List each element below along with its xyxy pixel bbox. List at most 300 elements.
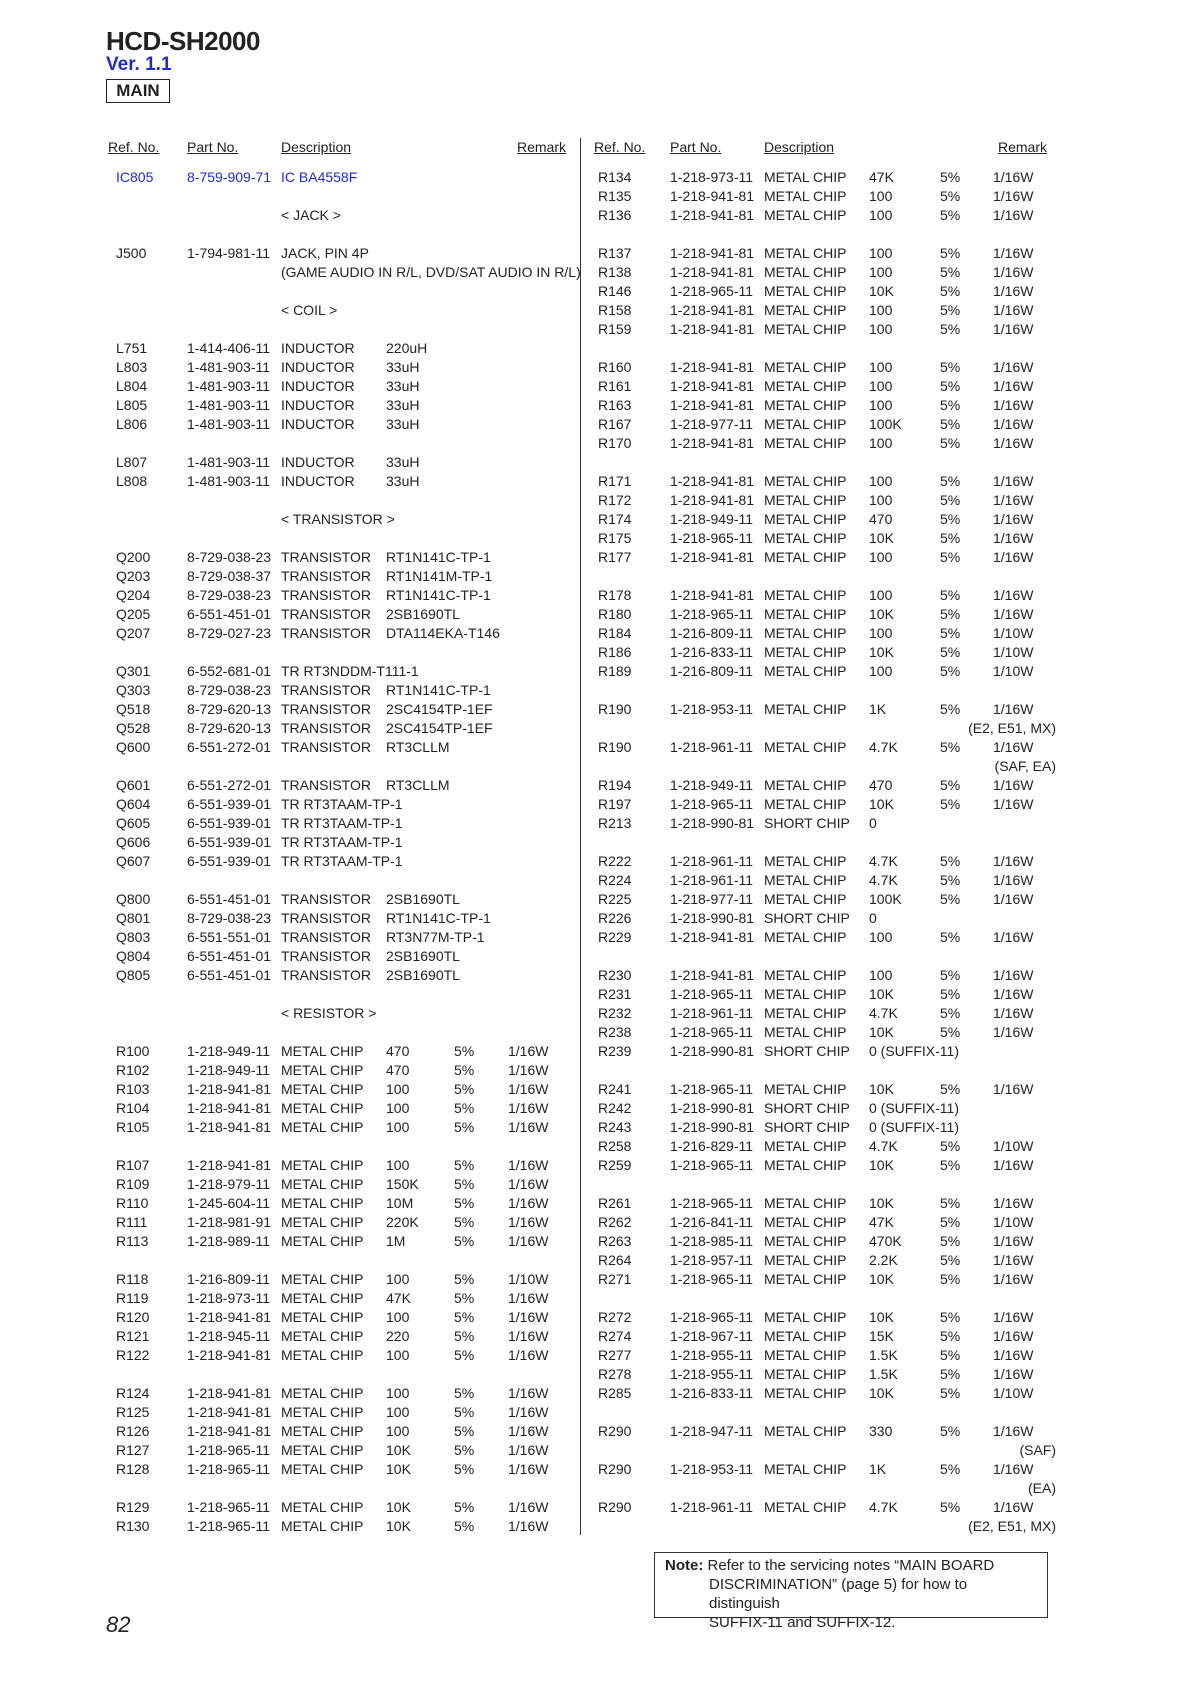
- cell-watt: 1/16W: [508, 1100, 549, 1116]
- table-row: [594, 814, 1064, 833]
- cell-ref: R231: [598, 986, 632, 1002]
- cell-val: RT1N141C-TP-1: [386, 910, 491, 926]
- cell-part: 1-218-965-11: [670, 283, 754, 299]
- cell-desc: METAL CHIP: [281, 1309, 364, 1325]
- table-row: [108, 1232, 578, 1251]
- cell-desc: INDUCTOR: [281, 473, 355, 489]
- cell-val: 470K: [869, 1233, 902, 1249]
- cell-ref: Q601: [116, 777, 151, 793]
- cell-part: 1-218-979-11: [187, 1176, 271, 1192]
- cell-part: 6-551-939-01: [187, 815, 272, 831]
- cell-val: RT1N141C-TP-1: [386, 549, 491, 565]
- cell-val: 100K: [869, 416, 902, 432]
- table-row: [594, 1137, 1064, 1156]
- header-remark: Remark: [998, 139, 1048, 155]
- cell-val: 10K: [869, 1309, 894, 1325]
- cell-desc: METAL CHIP: [764, 1081, 847, 1097]
- cell-part: 1-216-841-11: [670, 1214, 754, 1230]
- cell-tol: 5%: [454, 1100, 475, 1116]
- cell-ref: Q607: [116, 853, 151, 869]
- cell-tol: 5%: [940, 872, 961, 888]
- cell-watt: 1/16W: [993, 1328, 1034, 1344]
- cell-part: 1-218-990-81: [670, 1119, 755, 1135]
- table-row: [594, 548, 1064, 567]
- cell-watt: 1/16W: [993, 796, 1034, 812]
- cell-desc: METAL CHIP: [764, 549, 847, 565]
- cell-watt: 1/10W: [508, 1271, 549, 1287]
- cell-part: 1-218-990-81: [670, 815, 755, 831]
- cell-watt: 1/10W: [993, 663, 1034, 679]
- header-ref: Ref. No.: [594, 139, 646, 155]
- cell-tol: 5%: [940, 473, 961, 489]
- cell-part: 1-218-965-11: [670, 1081, 754, 1097]
- cell-tol: 5%: [454, 1461, 475, 1477]
- cell-watt: 1/10W: [993, 644, 1034, 660]
- cell-part: 1-218-990-81: [670, 1043, 755, 1059]
- cell-desc: METAL CHIP: [281, 1328, 364, 1344]
- table-row: [594, 909, 1064, 928]
- table-row: [108, 453, 578, 472]
- cell-watt: 1/10W: [993, 1214, 1034, 1230]
- table-row: [594, 624, 1064, 643]
- cell-ref: R120: [116, 1309, 150, 1325]
- table-row: [594, 852, 1064, 871]
- cell-val: 100: [869, 473, 893, 489]
- cell-tol: 5%: [940, 511, 961, 527]
- cell-val: 470: [386, 1043, 410, 1059]
- cell-val: 100: [386, 1385, 410, 1401]
- cell-part: 1-481-903-11: [187, 397, 271, 413]
- table-row: [594, 1270, 1064, 1289]
- cell-ref: R102: [116, 1062, 150, 1078]
- cell-tol: 5%: [940, 435, 961, 451]
- table-row: [108, 1118, 578, 1137]
- cell-desc: METAL CHIP: [764, 302, 847, 318]
- cell-part: 6-551-939-01: [187, 853, 272, 869]
- cell-desc: METAL CHIP: [764, 1233, 847, 1249]
- cell-tol: 5%: [940, 1195, 961, 1211]
- cell-ref: R272: [598, 1309, 632, 1325]
- cell-part: 1-216-833-11: [670, 1385, 754, 1401]
- cell-val: 10K: [869, 530, 894, 546]
- table-row: [594, 396, 1064, 415]
- table-row: [594, 1308, 1064, 1327]
- cell-part: 1-218-965-11: [670, 1024, 754, 1040]
- cell-tol: 5%: [940, 967, 961, 983]
- cell-tol: 5%: [940, 644, 961, 660]
- cell-desc: METAL CHIP: [281, 1100, 364, 1116]
- cell-ref: R290: [598, 1461, 632, 1477]
- cell-desc: METAL CHIP: [764, 1195, 847, 1211]
- table-row: [108, 567, 578, 586]
- cell-tol: 5%: [940, 1271, 961, 1287]
- cell-ref: R263: [598, 1233, 632, 1249]
- cell-val: 1K: [869, 1461, 887, 1477]
- cell-watt: 1/16W: [993, 1024, 1034, 1040]
- cell-watt: 1/16W: [508, 1404, 549, 1420]
- table-row: [108, 1004, 578, 1023]
- cell-ref: R278: [598, 1366, 632, 1382]
- cell-part: 6-552-681-01: [187, 663, 272, 679]
- cell-watt: 1/16W: [993, 739, 1034, 755]
- table-row: [108, 1346, 578, 1365]
- cell-tol: 5%: [454, 1081, 475, 1097]
- table-row: [594, 1156, 1064, 1175]
- cell-watt: 1/16W: [993, 1233, 1034, 1249]
- cell-tol: 5%: [940, 264, 961, 280]
- cell-ref: R119: [116, 1290, 149, 1306]
- cell-part: 1-218-965-11: [670, 606, 754, 622]
- cell-desc: METAL CHIP: [764, 378, 847, 394]
- cell-ref: R121: [116, 1328, 150, 1344]
- table-row: [108, 415, 578, 434]
- cell-ref: Q207: [116, 625, 151, 641]
- table-row: [108, 1042, 578, 1061]
- cell-watt: 1/16W: [993, 549, 1034, 565]
- cell-tol: 5%: [454, 1157, 475, 1173]
- cell-desc: TRANSISTOR: [281, 701, 371, 717]
- table-row: [594, 700, 1064, 719]
- cell-desc: METAL CHIP: [764, 397, 847, 413]
- cell-watt: 1/16W: [993, 853, 1034, 869]
- cell-val: RT1N141M-TP-1: [386, 568, 493, 584]
- cell-desc: < JACK >: [281, 207, 341, 223]
- cell-desc: METAL CHIP: [281, 1214, 364, 1230]
- cell-part: 1-218-941-81: [187, 1081, 272, 1097]
- table-row: [594, 1327, 1064, 1346]
- cell-desc: < COIL >: [281, 302, 338, 318]
- table-row: [108, 1422, 578, 1441]
- cell-desc: METAL CHIP: [281, 1442, 364, 1458]
- table-row: [108, 852, 578, 871]
- cell-val: 100: [869, 302, 893, 318]
- cell-part: 1-218-941-81: [187, 1347, 272, 1363]
- cell-part: 1-218-941-81: [670, 473, 755, 489]
- cell-ref: R274: [598, 1328, 632, 1344]
- cell-part: 1-481-903-11: [187, 416, 271, 432]
- cell-rem: (SAF, EA): [994, 758, 1056, 774]
- cell-watt: 1/16W: [993, 986, 1034, 1002]
- cell-ref: R242: [598, 1100, 632, 1116]
- cell-val: 150K: [386, 1176, 419, 1192]
- cell-part: 1-481-903-11: [187, 454, 271, 470]
- cell-desc: TRANSISTOR: [281, 682, 371, 698]
- cell-desc: METAL CHIP: [764, 587, 847, 603]
- cell-tol: 5%: [940, 1252, 961, 1268]
- cell-ref: R103: [116, 1081, 150, 1097]
- table-row: [108, 719, 578, 738]
- cell-val: 10K: [869, 796, 894, 812]
- cell-val: 33uH: [386, 378, 420, 394]
- cell-ref: L804: [116, 378, 148, 394]
- table-row: [594, 320, 1064, 339]
- cell-tol: 5%: [940, 416, 961, 432]
- cell-tol: 5%: [940, 777, 961, 793]
- table-row: [108, 1289, 578, 1308]
- cell-val: 4.7K: [869, 1138, 898, 1154]
- cell-val: 10K: [869, 606, 894, 622]
- cell-desc: METAL CHIP: [764, 1214, 847, 1230]
- cell-ref: R259: [598, 1157, 632, 1173]
- cell-tol: 5%: [454, 1271, 475, 1287]
- cell-val: 1.5K: [869, 1366, 898, 1382]
- cell-val: 10K: [869, 1081, 894, 1097]
- cell-tol: 5%: [940, 321, 961, 337]
- cell-desc: METAL CHIP: [764, 701, 847, 717]
- cell-part: 1-218-941-81: [670, 321, 755, 337]
- cell-val: 100: [869, 967, 893, 983]
- cell-watt: 1/16W: [993, 891, 1034, 907]
- table-row: [108, 1384, 578, 1403]
- cell-desc: SHORT CHIP: [764, 1043, 850, 1059]
- cell-desc: METAL CHIP: [764, 1461, 847, 1477]
- cell-desc: METAL CHIP: [764, 872, 847, 888]
- cell-ref: L805: [116, 397, 148, 413]
- cell-desc: METAL CHIP: [764, 625, 847, 641]
- cell-ref: L751: [116, 340, 148, 356]
- table-row: [108, 1517, 578, 1536]
- cell-part: 1-218-965-11: [187, 1442, 271, 1458]
- table-row: [594, 928, 1064, 947]
- cell-val: 0: [869, 815, 877, 831]
- cell-tol: 5%: [940, 587, 961, 603]
- cell-part: 6-551-451-01: [187, 891, 272, 907]
- cell-desc: SHORT CHIP: [764, 1100, 850, 1116]
- cell-tol: 5%: [454, 1309, 475, 1325]
- cell-val: 100: [869, 549, 893, 565]
- cell-ref: R130: [116, 1518, 150, 1534]
- table-row: [108, 301, 578, 320]
- cell-part: 1-216-809-11: [187, 1271, 271, 1287]
- cell-ref: Q803: [116, 929, 151, 945]
- cell-desc: METAL CHIP: [764, 264, 847, 280]
- cell-val: 4.7K: [869, 1005, 898, 1021]
- cell-watt: 1/16W: [993, 492, 1034, 508]
- cell-watt: 1/16W: [993, 777, 1034, 793]
- cell-tol: 5%: [454, 1214, 475, 1230]
- cell-watt: 1/16W: [993, 929, 1034, 945]
- cell-val: 100: [869, 359, 893, 375]
- cell-tol: 5%: [454, 1176, 475, 1192]
- cell-desc: INDUCTOR: [281, 359, 355, 375]
- cell-watt: 1/16W: [993, 321, 1034, 337]
- table-row: [594, 1251, 1064, 1270]
- cell-watt: 1/16W: [993, 302, 1034, 318]
- cell-watt: 1/16W: [993, 283, 1034, 299]
- cell-ref: R175: [598, 530, 632, 546]
- table-row: [594, 1460, 1064, 1479]
- cell-ref: R290: [598, 1499, 632, 1515]
- cell-ref: R180: [598, 606, 632, 622]
- cell-part: 1-216-833-11: [670, 644, 754, 660]
- cell-tol: 5%: [454, 1119, 475, 1135]
- table-row: [108, 909, 578, 928]
- cell-part: 1-218-949-11: [187, 1062, 271, 1078]
- cell-desc: (GAME AUDIO IN R/L, DVD/SAT AUDIO IN R/L): [281, 264, 581, 280]
- cell-watt: 1/16W: [993, 1461, 1034, 1477]
- cell-part: 1-245-604-11: [187, 1195, 271, 1211]
- cell-ref: R118: [116, 1271, 149, 1287]
- cell-ref: R107: [116, 1157, 150, 1173]
- cell-watt: 1/16W: [993, 1423, 1034, 1439]
- cell-ref: R229: [598, 929, 632, 945]
- cell-tol: 5%: [940, 853, 961, 869]
- table-row: [594, 662, 1064, 681]
- cell-part: 6-551-451-01: [187, 967, 272, 983]
- cell-part: 8-729-038-23: [187, 910, 272, 926]
- cell-desc: TRANSISTOR: [281, 720, 371, 736]
- cell-val: 1K: [869, 701, 887, 717]
- cell-part: 1-218-941-81: [670, 245, 755, 261]
- cell-part: 6-551-451-01: [187, 948, 272, 964]
- table-row: [594, 1004, 1064, 1023]
- cell-tol: 5%: [454, 1043, 475, 1059]
- cell-val: 1M: [386, 1233, 406, 1249]
- cell-ref: R160: [598, 359, 632, 375]
- cell-val: 10K: [869, 1271, 894, 1287]
- note-label: Note:: [665, 1557, 704, 1574]
- cell-desc: TR RT3NDDM-T111-1: [281, 663, 419, 679]
- note-box: [654, 1552, 1048, 1631]
- table-row: [594, 1194, 1064, 1213]
- cell-part: 1-218-965-11: [670, 530, 754, 546]
- cell-tol: 5%: [940, 606, 961, 622]
- table-row: [594, 1023, 1064, 1042]
- cell-desc: METAL CHIP: [764, 606, 847, 622]
- cell-desc: METAL CHIP: [764, 283, 847, 299]
- cell-val: 2SC4154TP-1EF: [386, 720, 493, 736]
- cell-part: 1-218-961-11: [670, 1499, 754, 1515]
- cell-desc: JACK, PIN 4P: [281, 245, 369, 261]
- table-row: [594, 795, 1064, 814]
- table-row: [594, 358, 1064, 377]
- table-row: [594, 529, 1064, 548]
- cell-watt: 1/16W: [993, 1005, 1034, 1021]
- cell-desc: METAL CHIP: [764, 1423, 847, 1439]
- cell-ref: Q800: [116, 891, 151, 907]
- table-row: [108, 244, 578, 263]
- cell-part: 1-218-949-11: [187, 1043, 271, 1059]
- cell-ref: R258: [598, 1138, 632, 1154]
- cell-desc: TR RT3TAAM-TP-1: [281, 834, 403, 850]
- cell-ref: IC805: [116, 169, 154, 185]
- table-row: [594, 1232, 1064, 1251]
- cell-ref: R285: [598, 1385, 632, 1401]
- cell-tol: 5%: [940, 1005, 961, 1021]
- cell-ref: R128: [116, 1461, 150, 1477]
- page-number: 82: [106, 1612, 131, 1637]
- parts-column-right: [594, 139, 1064, 1536]
- table-row: [108, 814, 578, 833]
- cell-desc: METAL CHIP: [281, 1119, 364, 1135]
- cell-ref: R122: [116, 1347, 150, 1363]
- cell-val: 33uH: [386, 473, 420, 489]
- cell-val: RT3CLLM: [386, 777, 450, 793]
- cell-ref: R174: [598, 511, 632, 527]
- cell-val: 10K: [386, 1499, 411, 1515]
- cell-desc: METAL CHIP: [764, 986, 847, 1002]
- cell-tol: 5%: [940, 891, 961, 907]
- cell-ref: R213: [598, 815, 632, 831]
- cell-desc: METAL CHIP: [764, 1347, 847, 1363]
- cell-desc: IC BA4558F: [281, 169, 358, 185]
- cell-watt: 1/16W: [508, 1214, 549, 1230]
- table-row: [594, 1118, 1064, 1137]
- cell-tol: 5%: [940, 359, 961, 375]
- cell-desc: METAL CHIP: [281, 1043, 364, 1059]
- cell-part: 6-551-451-01: [187, 606, 272, 622]
- table-row: [594, 472, 1064, 491]
- cell-desc: TRANSISTOR: [281, 587, 371, 603]
- cell-tol: 5%: [454, 1195, 475, 1211]
- table-row: [594, 1099, 1064, 1118]
- table-row: [108, 1213, 578, 1232]
- cell-part: 1-218-961-11: [670, 1005, 754, 1021]
- cell-ref: R125: [116, 1404, 150, 1420]
- cell-ref: Q301: [116, 663, 151, 679]
- cell-part: 1-218-965-11: [670, 1309, 754, 1325]
- table-row: [594, 1479, 1064, 1498]
- cell-watt: 1/16W: [508, 1176, 549, 1192]
- cell-part: 1-218-955-11: [670, 1366, 754, 1382]
- cell-val: 2SB1690TL: [386, 948, 460, 964]
- table-row: [594, 1498, 1064, 1517]
- table-row: [594, 890, 1064, 909]
- cell-val: 33uH: [386, 454, 420, 470]
- cell-val: 4.7K: [869, 1499, 898, 1515]
- parts-list-right: [594, 168, 1064, 1536]
- cell-desc: METAL CHIP: [764, 1138, 847, 1154]
- cell-part: 1-218-941-81: [187, 1309, 272, 1325]
- cell-part: 1-218-941-81: [670, 435, 755, 451]
- cell-part: 1-218-941-81: [187, 1423, 272, 1439]
- cell-ref: Q604: [116, 796, 151, 812]
- cell-tol: 5%: [454, 1290, 475, 1306]
- table-row: [108, 1460, 578, 1479]
- cell-ref: R104: [116, 1100, 150, 1116]
- cell-val: 100: [386, 1271, 410, 1287]
- cell-part: 1-218-967-11: [670, 1328, 754, 1344]
- cell-ref: Q303: [116, 682, 151, 698]
- table-row: [108, 947, 578, 966]
- cell-val: 10K: [386, 1442, 411, 1458]
- section-box: MAIN: [106, 79, 170, 103]
- cell-val: 10K: [386, 1518, 411, 1534]
- cell-desc: INDUCTOR: [281, 416, 355, 432]
- cell-ref: L803: [116, 359, 148, 375]
- cell-desc: METAL CHIP: [281, 1290, 364, 1306]
- cell-desc: TRANSISTOR: [281, 568, 371, 584]
- cell-rem: (E2, E51, MX): [968, 720, 1056, 736]
- cell-watt: 1/16W: [993, 1195, 1034, 1211]
- cell-watt: 1/10W: [993, 1385, 1034, 1401]
- table-row: [108, 700, 578, 719]
- cell-watt: 1/16W: [508, 1499, 549, 1515]
- cell-desc: METAL CHIP: [764, 188, 847, 204]
- cell-desc: METAL CHIP: [764, 1385, 847, 1401]
- cell-watt: 1/16W: [508, 1461, 549, 1477]
- cell-ref: R172: [598, 492, 632, 508]
- table-row: [108, 548, 578, 567]
- cell-ref: Q203: [116, 568, 151, 584]
- cell-val: 100: [869, 663, 893, 679]
- cell-watt: 1/16W: [993, 1309, 1034, 1325]
- table-row: [594, 434, 1064, 453]
- cell-tol: 5%: [940, 397, 961, 413]
- cell-ref: R100: [116, 1043, 150, 1059]
- cell-ref: R178: [598, 587, 632, 603]
- cell-part: 1-218-953-11: [670, 701, 754, 717]
